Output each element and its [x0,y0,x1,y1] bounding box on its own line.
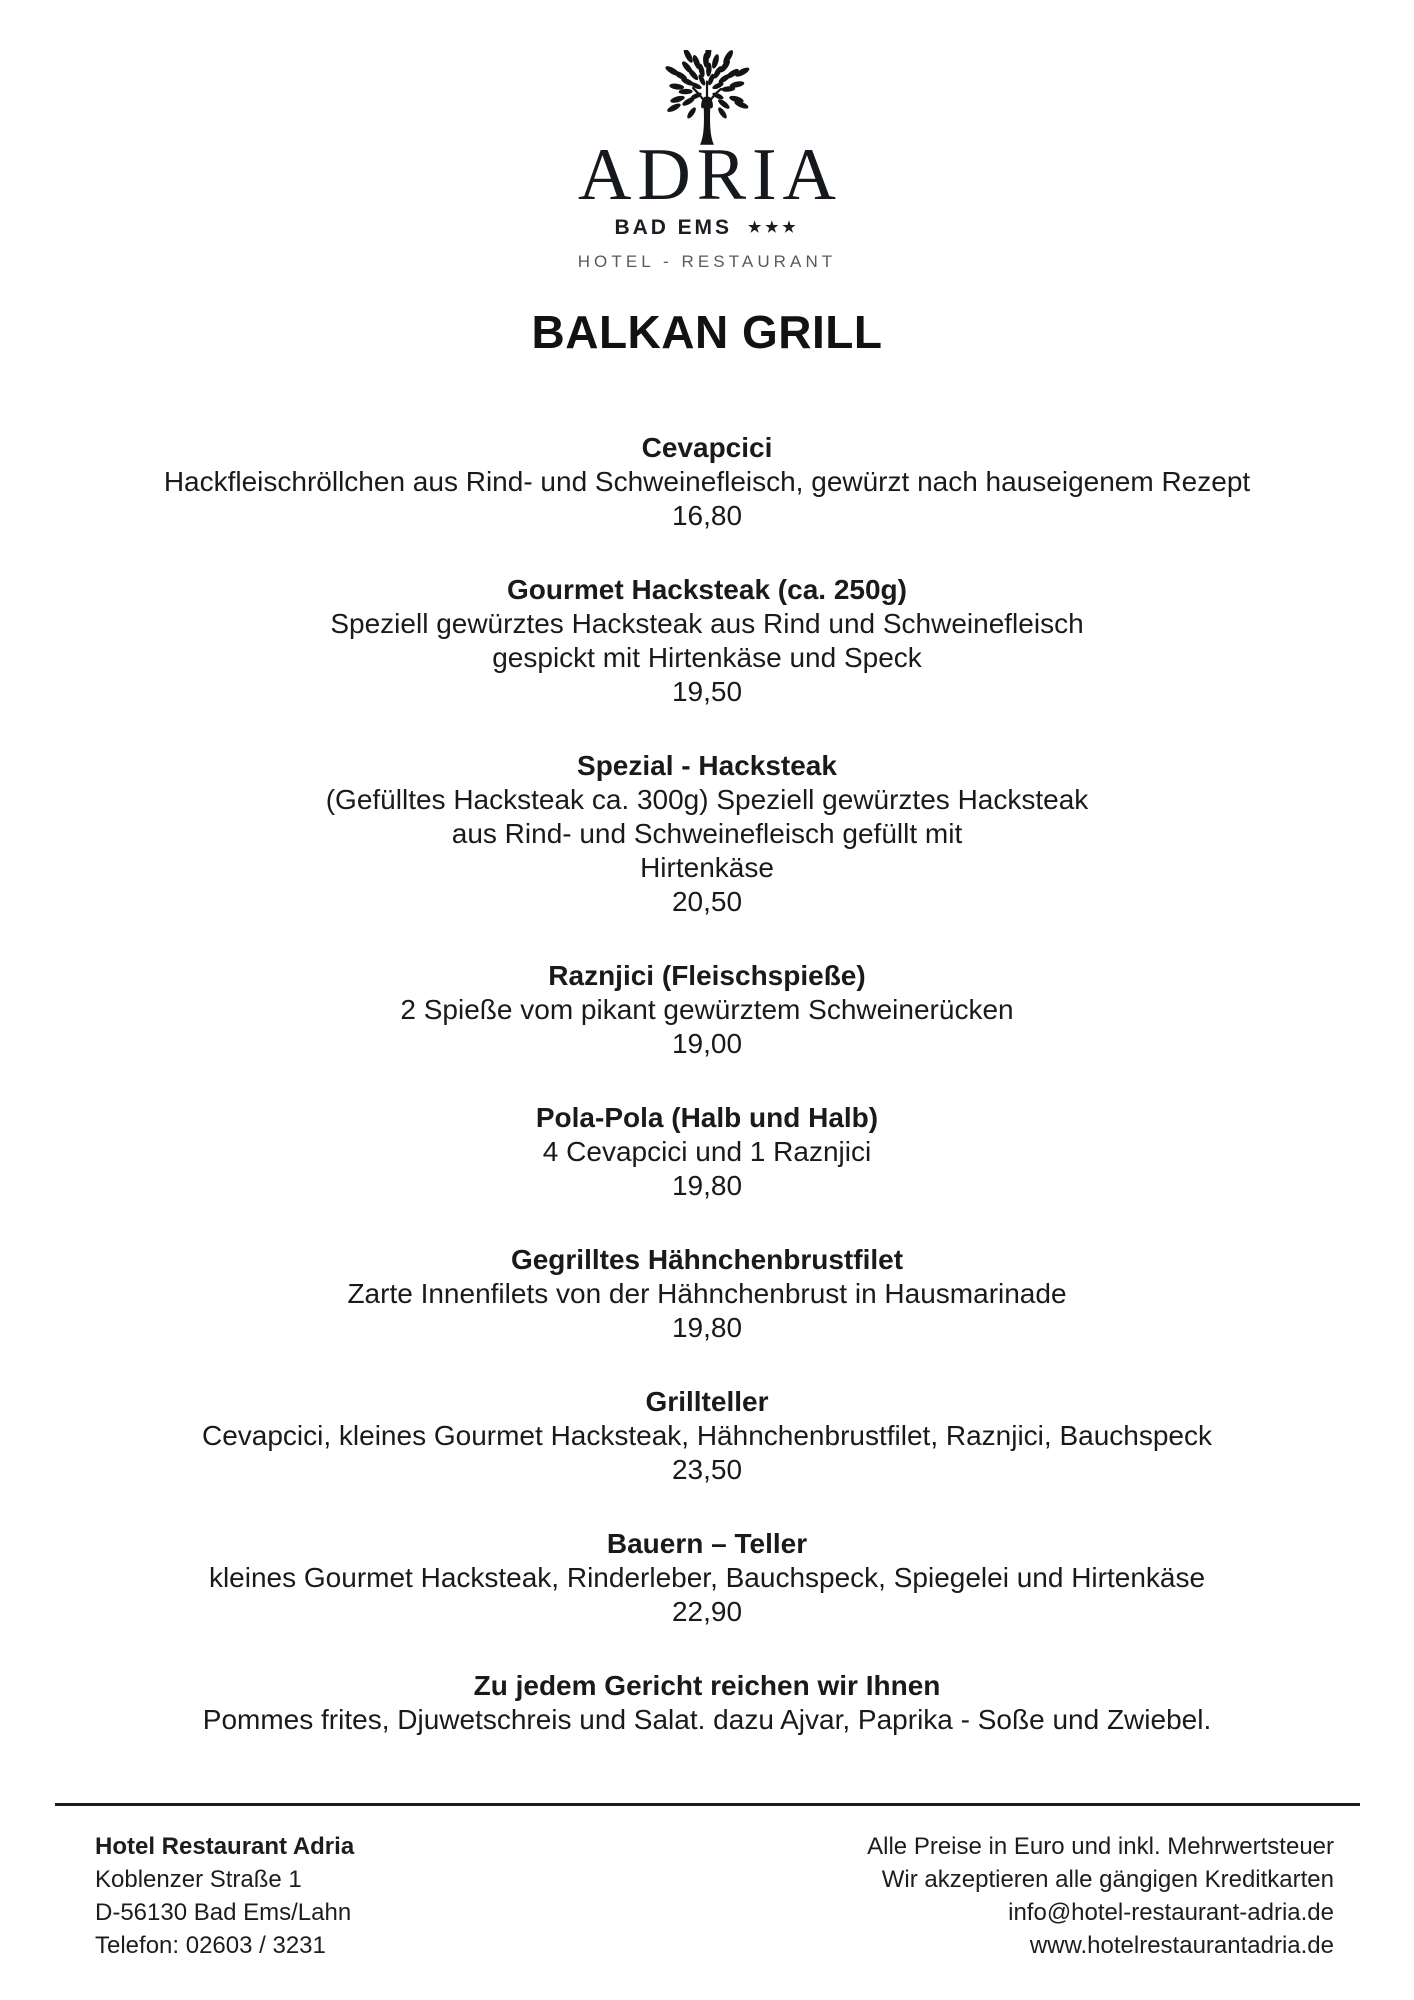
logo-location: BAD EMS [614,216,732,240]
menu-item-name: Grillteller [645,1386,769,1418]
menu-item-description-line: kleines Gourmet Hacksteak, Rinderleber, Bauchspeck, Spiegelei und Hirtenkäse [208,1562,1206,1594]
menu-item-description-line: Speziell gewürztes Hacksteak aus Rind und Schweinefleisch [330,608,1084,640]
menu-item-grillteller [40,1385,1374,1487]
menu-item-price: 19,50 [671,676,743,708]
menu-item-spezial-hacksteak [40,749,1374,919]
footer-website: www.hotelrestaurantadria.de [1029,1932,1334,1959]
menu-item-bauern-teller [40,1527,1374,1629]
menu-item-beilagen-hinweis [40,1669,1374,1737]
menu-item-price: 22,90 [671,1596,743,1628]
logo-subtitle: HOTEL - RESTAURANT [577,252,837,272]
menu-item-price: 19,80 [671,1170,743,1202]
menu-item-price: 16,80 [671,500,743,532]
menu-item-description-line: aus Rind- und Schweinefleisch gefüllt mit [451,818,963,850]
menu-item-name: Pola-Pola (Halb und Halb) [535,1102,879,1134]
logo-location-line [0,216,1414,240]
menu-item-gourmet-hacksteak [40,573,1374,709]
menu-item-price: 20,50 [671,886,743,918]
menu-item-haehnchenbrustfilet [40,1243,1374,1345]
menu-item-name: Gegrilltes Hähnchenbrustfilet [510,1244,904,1276]
menu-item-description-line: Cevapcici, kleines Gourmet Hacksteak, Hähnchenbrustfilet, Raznjici, Bauchspeck [201,1420,1212,1452]
three-stars-icon: ★★★ [747,219,800,237]
menu-item-description-line: gespickt mit Hirtenkäse und Speck [492,642,922,674]
menu-item-name: Zu jedem Gericht reichen wir Ihnen [473,1670,941,1702]
footer-info-block [867,1830,1334,1962]
menu-item-price: 23,50 [671,1454,743,1486]
menu-item-name: Bauern – Teller [606,1528,808,1560]
menu-item-name: Spezial - Hacksteak [577,750,837,782]
menu-list [0,431,1414,1737]
page-title: BALKAN GRILL [531,306,883,359]
menu-item-price: 19,80 [671,1312,743,1344]
menu-item-description-line: (Gefülltes Hacksteak ca. 300g) Speziell gewürztes Hacksteak [325,784,1089,816]
footer-prices-note: Alle Preise in Euro und inkl. Mehrwertsteuer [867,1833,1334,1860]
menu-item-description-line: Hackfleischröllchen aus Rind- und Schweinefleisch, gewürzt nach hauseigenem Rezept [163,466,1251,498]
menu-item-pola-pola [40,1101,1374,1203]
menu-item-raznjici [40,959,1374,1061]
menu-item-description-line: 2 Spieße vom pikant gewürztem Schweinerücken [400,994,1014,1026]
footer [55,1803,1360,1962]
menu-item-name: Raznjici (Fleischspieße) [548,960,866,992]
menu-item-name: Gourmet Hacksteak (ca. 250g) [507,574,907,606]
footer-phone: Telefon: 02603 / 3231 [95,1932,326,1959]
footer-creditcards-note: Wir akzeptieren alle gängigen Kreditkarten [881,1866,1334,1893]
footer-email: info@hotel-restaurant-adria.de [1008,1899,1334,1926]
footer-address-block [95,1830,354,1962]
menu-item-description-line: Pommes frites, Djuwetschreis und Salat. dazu Ajvar, Paprika - Soße und Zwiebel. [202,1704,1212,1736]
logo-wordmark: ADRIA [577,134,842,216]
footer-city: D-56130 Bad Ems/Lahn [95,1899,352,1926]
footer-restaurant-name: Hotel Restaurant Adria [95,1833,355,1860]
menu-item-name: Cevapcici [641,432,773,464]
menu-item-price: 19,00 [671,1028,743,1060]
menu-item-description-line: Hirtenkäse [640,852,774,884]
restaurant-logo [0,0,1414,272]
menu-item-cevapcici [40,431,1374,533]
footer-street: Koblenzer Straße 1 [95,1866,302,1893]
menu-item-description-line: Zarte Innenfilets von der Hähnchenbrust in Hausmarinade [347,1278,1067,1310]
menu-item-description-line: 4 Cevapcici und 1 Raznjici [542,1136,872,1168]
